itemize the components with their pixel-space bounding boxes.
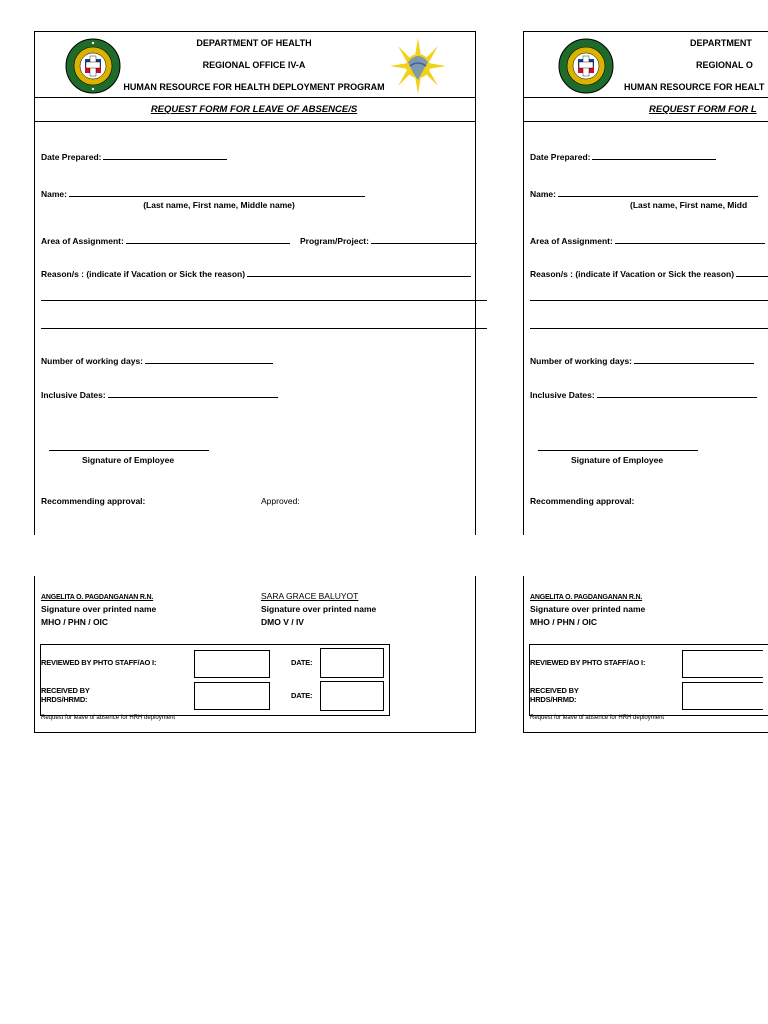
- department-title: DEPARTMENT OF HEALTH: [196, 38, 312, 48]
- date-prepared-label: Date Prepared:: [530, 150, 716, 162]
- doh-seal-icon: [558, 38, 614, 94]
- form-title: REQUEST FORM FOR L: [649, 104, 757, 115]
- name-label: Name:: [530, 187, 758, 199]
- header-divider: [34, 97, 476, 98]
- date-prepared-line[interactable]: [103, 150, 227, 160]
- title-divider: [34, 121, 476, 122]
- received-by-label-2: HRDS/HRMD:: [530, 695, 577, 704]
- review-date-label: DATE:: [291, 658, 313, 667]
- department-title: DEPARTMENT: [690, 38, 752, 48]
- area-label: Area of Assignment:: [530, 234, 765, 246]
- area-label: Area of Assignment:: [41, 234, 290, 246]
- received-by-field[interactable]: [682, 682, 763, 710]
- name-line[interactable]: [558, 187, 758, 197]
- recommender-title: MHO / PHN / OIC: [530, 617, 598, 627]
- employee-signature-label: Signature of Employee: [82, 455, 175, 465]
- program-project-label: Program/Project:: [300, 234, 477, 246]
- working-days-line[interactable]: [145, 354, 273, 364]
- received-by-label-1: RECEIVED BY: [530, 686, 579, 695]
- recommending-label: Recommending approval:: [41, 496, 146, 506]
- working-days-line[interactable]: [634, 354, 754, 364]
- area-line[interactable]: [615, 234, 765, 244]
- recommender-caption: Signature over printed name: [41, 604, 157, 614]
- program-title: HUMAN RESOURCE FOR HEALTH DEPLOYMENT PROGRAM: [123, 82, 385, 92]
- receive-date-label: DATE:: [291, 691, 313, 700]
- program-project-line[interactable]: [371, 234, 477, 244]
- title-divider: [523, 121, 768, 122]
- name-label: Name:: [41, 187, 365, 199]
- name-hint: (Last name, First name, Middle name): [143, 200, 295, 210]
- reviewed-by-field[interactable]: [194, 650, 270, 678]
- review-date-field[interactable]: [320, 648, 384, 678]
- reviewed-by-field[interactable]: [682, 650, 763, 678]
- approver-caption: Signature over printed name: [261, 604, 377, 614]
- inclusive-dates-line[interactable]: [108, 388, 278, 398]
- received-by-field[interactable]: [194, 682, 270, 710]
- received-by-label-1: RECEIVED BY: [41, 686, 90, 695]
- recommender-title: MHO / PHN / OIC: [41, 617, 109, 627]
- inclusive-dates-label: Inclusive Dates:: [530, 388, 757, 400]
- form-title: REQUEST FORM FOR LEAVE OF ABSENCE/S: [150, 104, 358, 115]
- employee-signature-label: Signature of Employee: [571, 455, 664, 465]
- reason-line-3[interactable]: [41, 328, 487, 329]
- recommender-name: ANGELITA O. PAGDANGANAN R.N.: [41, 594, 154, 601]
- reviewed-by-label: REVIEWED BY PHTO STAFF/AO I:: [41, 658, 157, 667]
- name-line[interactable]: [69, 187, 365, 197]
- recommending-label: Recommending approval:: [530, 496, 635, 506]
- receive-date-field[interactable]: [320, 681, 384, 711]
- working-days-label: Number of working days:: [530, 354, 754, 366]
- form-copy-right: [523, 0, 768, 740]
- region-title: REGIONAL OFFICE IV-A: [202, 60, 306, 70]
- inclusive-dates-line[interactable]: [597, 388, 757, 398]
- approver-title: DMO V / IV: [261, 617, 304, 627]
- reasons-label: Reason/s : (indicate if Vacation or Sick the reason): [530, 267, 768, 279]
- form-copy-left: [34, 0, 478, 740]
- employee-signature-line[interactable]: [538, 450, 698, 451]
- reviewed-by-label: REVIEWED BY PHTO STAFF/AO I:: [530, 658, 646, 667]
- reasons-label: Reason/s : (indicate if Vacation or Sick the reason): [41, 267, 471, 279]
- date-prepared-label: Date Prepared:: [41, 150, 227, 162]
- employee-signature-line[interactable]: [49, 450, 209, 451]
- recommender-name: ANGELITA O. PAGDANGANAN R.N.: [530, 594, 643, 601]
- header-divider: [523, 97, 768, 98]
- reasons-line[interactable]: [736, 267, 768, 277]
- recommender-caption: Signature over printed name: [530, 604, 646, 614]
- received-by-label-2: HRDS/HRMD:: [41, 695, 88, 704]
- reason-line-2[interactable]: [41, 300, 487, 301]
- footer-note: Request for leave of absence for HRH deployment: [530, 715, 665, 721]
- area-line[interactable]: [126, 234, 290, 244]
- program-title: HUMAN RESOURCE FOR HEALT: [624, 82, 765, 92]
- inclusive-dates-label: Inclusive Dates:: [41, 388, 278, 400]
- approver-name: SARA GRACE BALUYOT: [261, 591, 359, 601]
- approved-label: Approved:: [261, 496, 300, 506]
- footer-note: Request for leave of absence for HRH deployment: [41, 715, 176, 721]
- region-title: REGIONAL O: [696, 60, 753, 70]
- name-hint: (Last name, First name, Midd: [630, 200, 748, 210]
- reason-line-3[interactable]: [530, 328, 768, 329]
- date-prepared-line[interactable]: [592, 150, 716, 160]
- reason-line-2[interactable]: [530, 300, 768, 301]
- reasons-line[interactable]: [247, 267, 471, 277]
- working-days-label: Number of working days:: [41, 354, 273, 366]
